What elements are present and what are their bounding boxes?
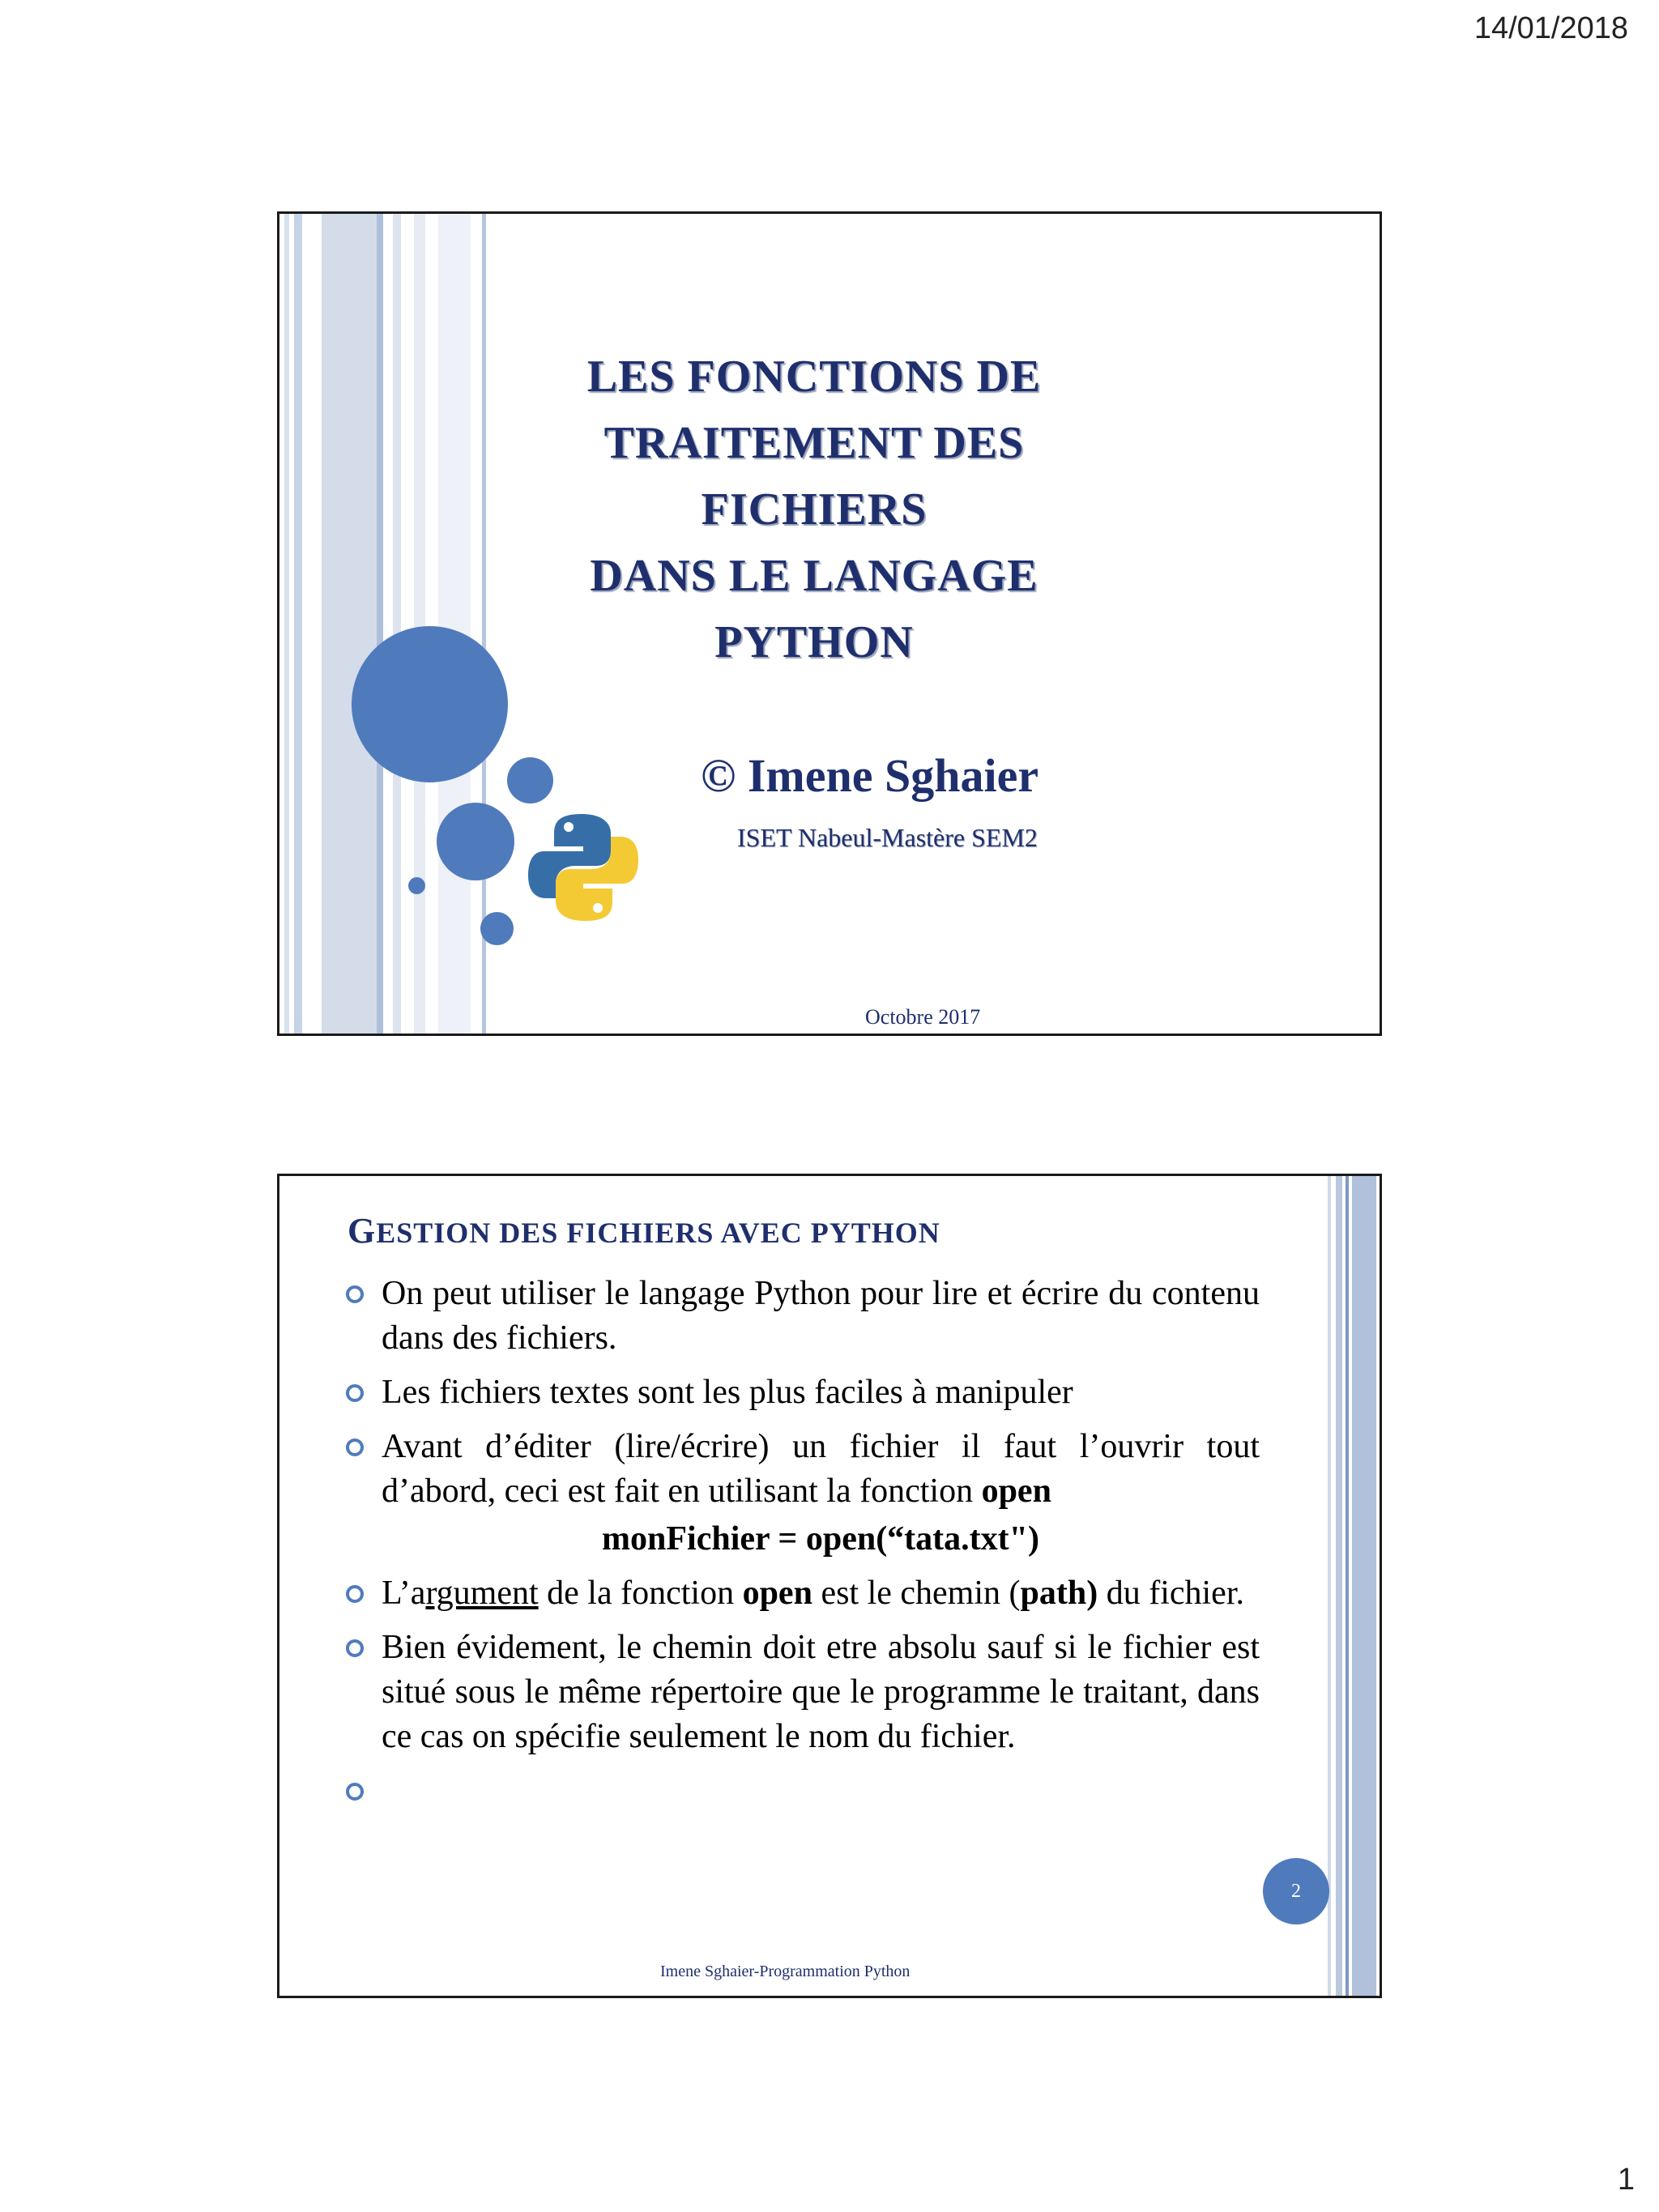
title-line: LES FONCTIONS DE — [586, 352, 1042, 402]
bullet-item: On peut utiliser le langage Python pour lire et écrire du contenu dans des fichiers. — [344, 1272, 1260, 1361]
decorative-stripe — [393, 214, 401, 1034]
decorative-stripe — [1346, 1176, 1349, 1996]
author-name: © Imene Sghaier — [701, 749, 1039, 802]
slide-title — [277, 211, 1382, 1036]
bullet-bold: open — [981, 1473, 1051, 1510]
decorative-stripe — [1336, 1176, 1342, 1996]
decorative-stripe — [482, 214, 486, 1034]
decorative-stripe — [284, 214, 289, 1034]
presentation-date: Octobre 2017 — [865, 1005, 981, 1029]
bullet-item — [344, 1425, 1260, 1514]
decorative-stripes — [1328, 1176, 1380, 1996]
bullet-bold: open — [742, 1575, 812, 1612]
decorative-circle-large — [352, 626, 508, 782]
decorative-circle — [437, 803, 514, 880]
header-date: 14/01/2018 — [1473, 11, 1628, 45]
decorative-stripe — [322, 214, 377, 1034]
title-line: DANS LE LANGAGE PYTHON — [590, 551, 1038, 667]
bullet-text: est le chemin ( — [812, 1575, 1021, 1612]
decorative-circle — [480, 912, 514, 945]
bullet-item: Les fichiers textes sont les plus faciles à manipuler — [344, 1370, 1260, 1415]
decorative-stripe — [377, 214, 383, 1034]
python-logo-icon — [527, 811, 640, 924]
decorative-stripe — [414, 214, 425, 1034]
title-line: TRAITEMENT DES FICHIERS — [603, 418, 1025, 535]
bullet-text: Avant d’éditer (lire/écrire) un fichier il faut l’ouvrir tout d’abord, ceci est fait en utilisant la fonction — [382, 1428, 1260, 1510]
bullet-item — [344, 1571, 1260, 1616]
decorative-stripe — [1328, 1176, 1331, 1996]
decorative-stripe — [294, 214, 302, 1034]
decorative-circle — [507, 757, 553, 803]
slide-footer: Imene Sghaier-Programmation Python — [660, 1963, 911, 1980]
decorative-circle — [408, 877, 425, 894]
slide2-title — [348, 1210, 940, 1251]
decorative-stripe — [1352, 1176, 1376, 1996]
page-number: 1 — [1617, 2163, 1635, 2197]
institution: ISET Nabeul-Mastère SEM2 — [737, 823, 1038, 852]
bullet-list — [344, 1272, 1260, 1823]
title-initial: G — [348, 1211, 377, 1251]
bullet-text: L’a — [382, 1575, 426, 1612]
slide-number-badge: 2 — [1263, 1858, 1329, 1924]
bullet-bold: path) — [1020, 1575, 1098, 1612]
bullet-text: du fichier. — [1098, 1575, 1244, 1612]
title-rest: ESTION DES FICHIERS AVEC PYTHON — [376, 1217, 940, 1249]
slide-content — [277, 1174, 1382, 1998]
decorative-stripe — [438, 214, 471, 1034]
code-example: monFichier = open(“tata.txt") — [602, 1520, 1039, 1558]
bullet-text: de la fonction — [538, 1575, 743, 1612]
bullet-item: Bien évidement, le chemin doit etre absolu sauf si le fichier est situé sous le même répertoire que le programme le traitant, dans ce cas on spécifie seulement le nom du fichier. — [344, 1626, 1260, 1759]
slide1-title — [522, 343, 1106, 676]
bullet-item-empty — [344, 1769, 1260, 1813]
bullet-underlined: rgument — [425, 1575, 539, 1612]
